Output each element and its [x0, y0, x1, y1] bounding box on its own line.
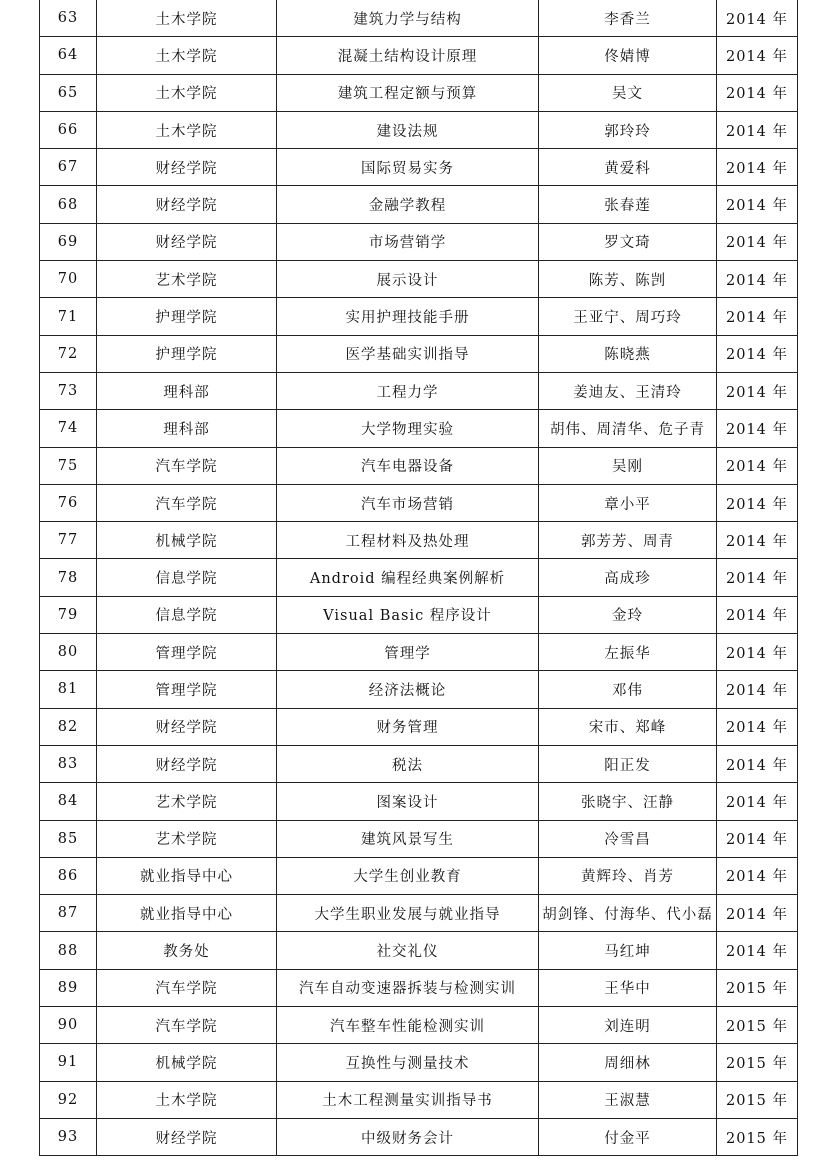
book-title-cell: 图案设计	[277, 783, 539, 820]
table-row	[40, 634, 798, 671]
table-row	[40, 74, 798, 111]
department-cell: 护理学院	[97, 335, 277, 372]
department-cell: 土木学院	[97, 111, 277, 148]
book-title-cell: 建筑力学与结构	[277, 0, 539, 37]
department-cell: 教务处	[97, 932, 277, 969]
book-title-cell: Android 编程经典案例解析	[277, 559, 539, 596]
book-title-cell: 工程材料及热处理	[277, 522, 539, 559]
department-cell: 就业指导中心	[97, 895, 277, 932]
book-title-cell: 实用护理技能手册	[277, 298, 539, 335]
book-title-cell: 医学基础实训指导	[277, 335, 539, 372]
year-cell: 2014 年	[717, 932, 798, 969]
author-cell: 高成珍	[539, 559, 717, 596]
year-cell: 2015 年	[717, 969, 798, 1006]
book-title-cell: Visual Basic 程序设计	[277, 596, 539, 633]
table-row	[40, 372, 798, 409]
table-row	[40, 335, 798, 372]
row-number: 63	[40, 0, 97, 37]
table-row	[40, 410, 798, 447]
department-cell: 护理学院	[97, 298, 277, 335]
row-number: 71	[40, 298, 97, 335]
row-number: 75	[40, 447, 97, 484]
book-title-cell: 国际贸易实务	[277, 149, 539, 186]
year-cell: 2015 年	[717, 1118, 798, 1155]
year-cell: 2014 年	[717, 74, 798, 111]
year-cell: 2014 年	[717, 335, 798, 372]
row-number: 69	[40, 223, 97, 260]
author-cell: 陈芳、陈剀	[539, 261, 717, 298]
author-cell: 姜迪友、王清玲	[539, 372, 717, 409]
table-row	[40, 522, 798, 559]
department-cell: 土木学院	[97, 74, 277, 111]
department-cell: 艺术学院	[97, 820, 277, 857]
department-cell: 汽车学院	[97, 969, 277, 1006]
table-row	[40, 1081, 798, 1118]
department-cell: 土木学院	[97, 37, 277, 74]
year-cell: 2014 年	[717, 895, 798, 932]
book-title-cell: 建筑风景写生	[277, 820, 539, 857]
table-row	[40, 149, 798, 186]
row-number: 77	[40, 522, 97, 559]
table-row	[40, 1044, 798, 1081]
year-cell: 2014 年	[717, 857, 798, 894]
year-cell: 2014 年	[717, 410, 798, 447]
author-cell: 左振华	[539, 634, 717, 671]
author-cell: 陈晓燕	[539, 335, 717, 372]
author-cell: 邓伟	[539, 671, 717, 708]
year-cell: 2014 年	[717, 783, 798, 820]
table-row	[40, 111, 798, 148]
department-cell: 汽车学院	[97, 447, 277, 484]
row-number: 79	[40, 596, 97, 633]
book-title-cell: 汽车整车性能检测实训	[277, 1007, 539, 1044]
row-number: 70	[40, 261, 97, 298]
table-row	[40, 447, 798, 484]
author-cell: 胡剑锋、付海华、代小磊	[539, 895, 717, 932]
book-title-cell: 展示设计	[277, 261, 539, 298]
author-cell: 张晓宇、汪静	[539, 783, 717, 820]
row-number: 87	[40, 895, 97, 932]
table-row	[40, 223, 798, 260]
row-number: 91	[40, 1044, 97, 1081]
book-title-cell: 工程力学	[277, 372, 539, 409]
table-row	[40, 261, 798, 298]
author-cell: 罗文琦	[539, 223, 717, 260]
author-cell: 吴刚	[539, 447, 717, 484]
table-body	[40, 0, 798, 1156]
year-cell: 2014 年	[717, 634, 798, 671]
table-row	[40, 857, 798, 894]
table-row	[40, 932, 798, 969]
author-cell: 佟婧博	[539, 37, 717, 74]
row-number: 93	[40, 1118, 97, 1155]
author-cell: 郭玲玲	[539, 111, 717, 148]
row-number: 76	[40, 484, 97, 521]
book-title-cell: 社交礼仪	[277, 932, 539, 969]
table-row	[40, 186, 798, 223]
year-cell: 2014 年	[717, 745, 798, 782]
table-row	[40, 745, 798, 782]
author-cell: 郭芳芳、周青	[539, 522, 717, 559]
table-row	[40, 671, 798, 708]
row-number: 92	[40, 1081, 97, 1118]
table-row	[40, 596, 798, 633]
book-title-cell: 建筑工程定额与预算	[277, 74, 539, 111]
book-title-cell: 大学生职业发展与就业指导	[277, 895, 539, 932]
department-cell: 土木学院	[97, 0, 277, 37]
department-cell: 汽车学院	[97, 484, 277, 521]
table-row	[40, 969, 798, 1006]
year-cell: 2014 年	[717, 671, 798, 708]
year-cell: 2014 年	[717, 111, 798, 148]
department-cell: 机械学院	[97, 1044, 277, 1081]
department-cell: 就业指导中心	[97, 857, 277, 894]
table-row	[40, 1007, 798, 1044]
table-row	[40, 783, 798, 820]
year-cell: 2014 年	[717, 559, 798, 596]
author-cell: 阳正发	[539, 745, 717, 782]
author-cell: 胡伟、周清华、危子青	[539, 410, 717, 447]
author-cell: 黄辉玲、肖芳	[539, 857, 717, 894]
book-title-cell: 大学生创业教育	[277, 857, 539, 894]
row-number: 78	[40, 559, 97, 596]
table-row	[40, 895, 798, 932]
author-cell: 章小平	[539, 484, 717, 521]
department-cell: 管理学院	[97, 671, 277, 708]
row-number: 84	[40, 783, 97, 820]
row-number: 68	[40, 186, 97, 223]
book-title-cell: 财务管理	[277, 708, 539, 745]
row-number: 72	[40, 335, 97, 372]
table-row	[40, 37, 798, 74]
department-cell: 财经学院	[97, 708, 277, 745]
table-row	[40, 0, 798, 37]
author-cell: 宋巿、郑峰	[539, 708, 717, 745]
year-cell: 2014 年	[717, 0, 798, 37]
author-cell: 周细林	[539, 1044, 717, 1081]
author-cell: 付金平	[539, 1118, 717, 1155]
year-cell: 2014 年	[717, 484, 798, 521]
row-number: 90	[40, 1007, 97, 1044]
row-number: 86	[40, 857, 97, 894]
row-number: 81	[40, 671, 97, 708]
book-title-cell: 互换性与测量技术	[277, 1044, 539, 1081]
department-cell: 财经学院	[97, 186, 277, 223]
book-title-cell: 中级财务会计	[277, 1118, 539, 1155]
author-cell: 黄爱科	[539, 149, 717, 186]
department-cell: 机械学院	[97, 522, 277, 559]
department-cell: 理科部	[97, 372, 277, 409]
year-cell: 2014 年	[717, 298, 798, 335]
table-row	[40, 820, 798, 857]
table-row	[40, 708, 798, 745]
year-cell: 2014 年	[717, 708, 798, 745]
book-title-cell: 税法	[277, 745, 539, 782]
table-row	[40, 1118, 798, 1155]
year-cell: 2014 年	[717, 261, 798, 298]
department-cell: 财经学院	[97, 745, 277, 782]
row-number: 66	[40, 111, 97, 148]
year-cell: 2014 年	[717, 522, 798, 559]
year-cell: 2014 年	[717, 223, 798, 260]
book-title-cell: 大学物理实验	[277, 410, 539, 447]
row-number: 74	[40, 410, 97, 447]
author-cell: 金玲	[539, 596, 717, 633]
row-number: 85	[40, 820, 97, 857]
book-title-cell: 市场营销学	[277, 223, 539, 260]
book-title-cell: 汽车市场营销	[277, 484, 539, 521]
department-cell: 艺术学院	[97, 261, 277, 298]
book-title-cell: 管理学	[277, 634, 539, 671]
department-cell: 信息学院	[97, 596, 277, 633]
year-cell: 2015 年	[717, 1044, 798, 1081]
year-cell: 2014 年	[717, 447, 798, 484]
department-cell: 艺术学院	[97, 783, 277, 820]
row-number: 67	[40, 149, 97, 186]
author-cell: 吴文	[539, 74, 717, 111]
book-title-cell: 汽车自动变速器拆装与检测实训	[277, 969, 539, 1006]
department-cell: 信息学院	[97, 559, 277, 596]
year-cell: 2014 年	[717, 372, 798, 409]
author-cell: 李香兰	[539, 0, 717, 37]
author-cell: 王亚宁、周巧玲	[539, 298, 717, 335]
book-title-cell: 建设法规	[277, 111, 539, 148]
table-row	[40, 484, 798, 521]
department-cell: 财经学院	[97, 149, 277, 186]
year-cell: 2014 年	[717, 37, 798, 74]
year-cell: 2015 年	[717, 1007, 798, 1044]
year-cell: 2014 年	[717, 820, 798, 857]
author-cell: 刘连明	[539, 1007, 717, 1044]
table-row	[40, 559, 798, 596]
department-cell: 财经学院	[97, 223, 277, 260]
row-number: 88	[40, 932, 97, 969]
department-cell: 汽车学院	[97, 1007, 277, 1044]
book-title-cell: 混凝土结构设计原理	[277, 37, 539, 74]
book-title-cell: 金融学教程	[277, 186, 539, 223]
department-cell: 理科部	[97, 410, 277, 447]
department-cell: 土木学院	[97, 1081, 277, 1118]
row-number: 83	[40, 745, 97, 782]
department-cell: 财经学院	[97, 1118, 277, 1155]
author-cell: 冷雪昌	[539, 820, 717, 857]
book-title-cell: 汽车电器设备	[277, 447, 539, 484]
author-cell: 张春莲	[539, 186, 717, 223]
row-number: 73	[40, 372, 97, 409]
table-row	[40, 298, 798, 335]
department-cell: 管理学院	[97, 634, 277, 671]
author-cell: 马红坤	[539, 932, 717, 969]
row-number: 80	[40, 634, 97, 671]
row-number: 89	[40, 969, 97, 1006]
book-title-cell: 经济法概论	[277, 671, 539, 708]
year-cell: 2015 年	[717, 1081, 798, 1118]
author-cell: 王淑慧	[539, 1081, 717, 1118]
textbook-table	[39, 0, 798, 1156]
author-cell: 王华中	[539, 969, 717, 1006]
row-number: 64	[40, 37, 97, 74]
row-number: 65	[40, 74, 97, 111]
year-cell: 2014 年	[717, 596, 798, 633]
year-cell: 2014 年	[717, 149, 798, 186]
book-title-cell: 土木工程测量实训指导书	[277, 1081, 539, 1118]
year-cell: 2014 年	[717, 186, 798, 223]
row-number: 82	[40, 708, 97, 745]
